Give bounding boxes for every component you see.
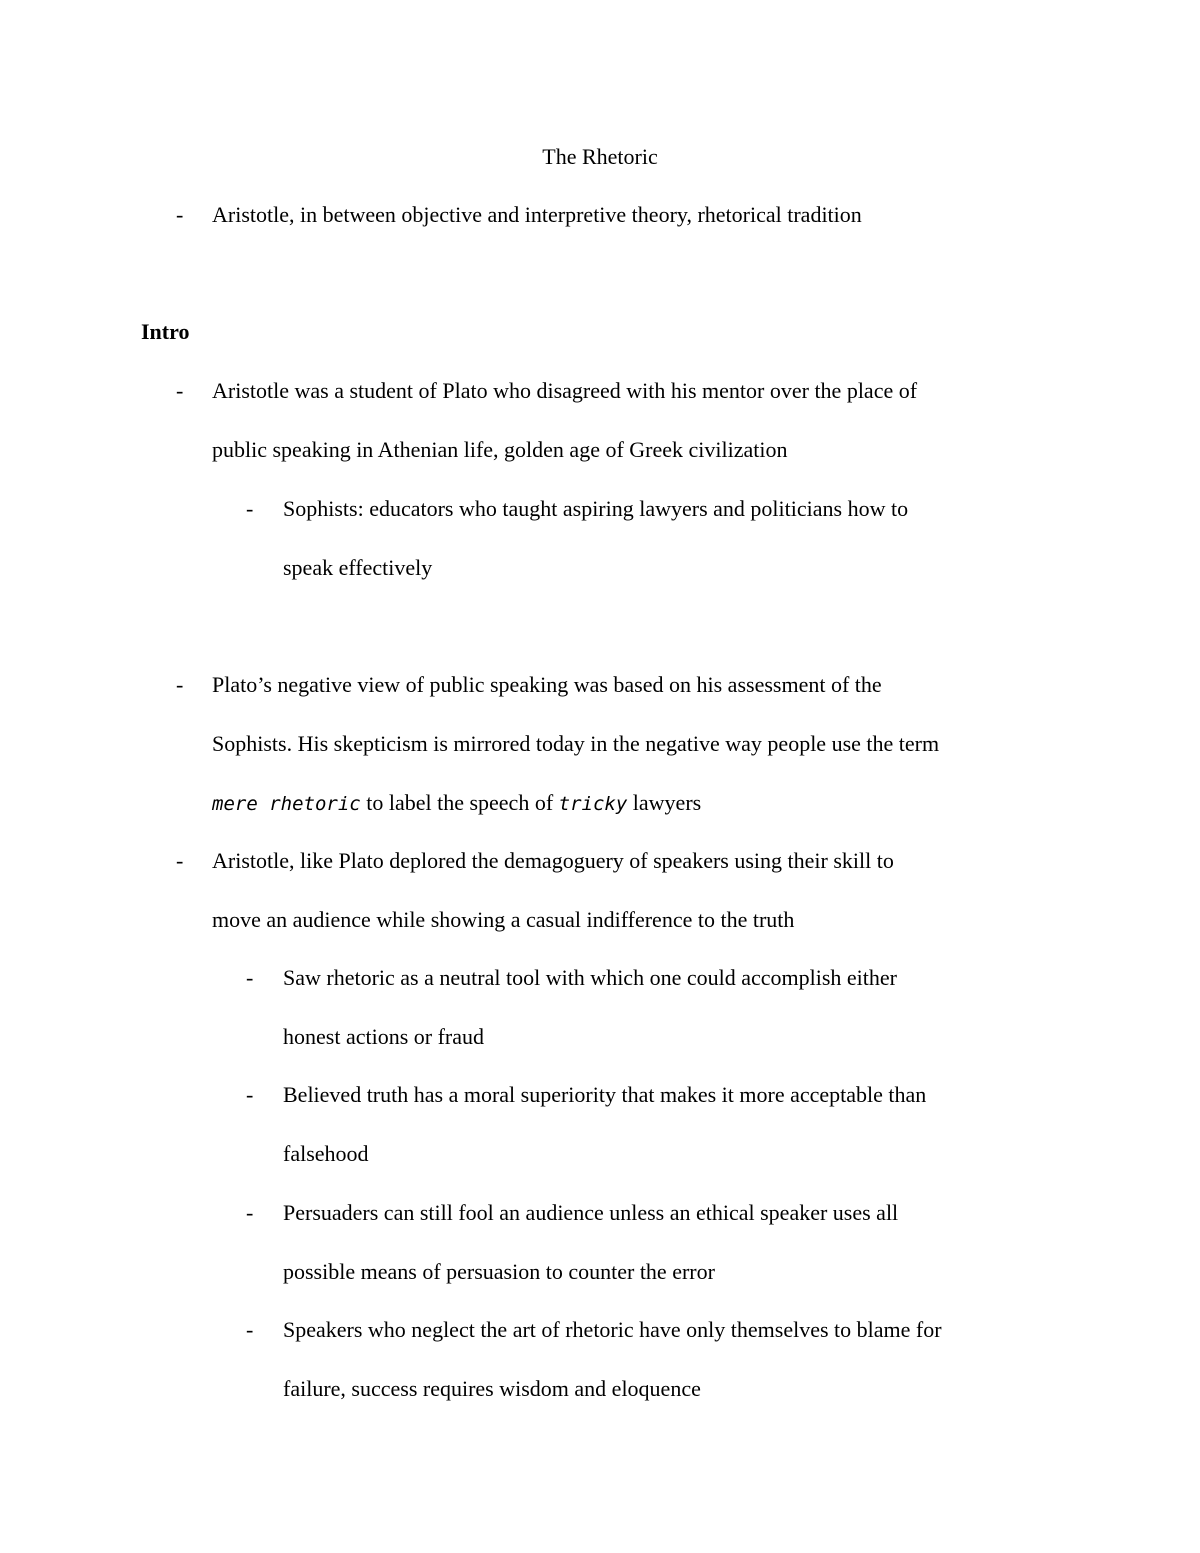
sub-bullet-4-line-1: Persuaders can still fool an audience unless an ethical speaker uses all: [283, 1200, 899, 1225]
sub-bullet-3-line-1: Believed truth has a moral superiority that makes it more acceptable than: [283, 1082, 927, 1107]
bullet-2-line-3-text-1: to label the speech of: [360, 790, 559, 815]
bullet-dash: -: [176, 202, 184, 227]
sub-bullet-2-line-1: Saw rhetoric as a neutral tool with which one could accomplish either: [283, 965, 897, 990]
sub-bullet-dash: -: [246, 1317, 254, 1342]
bullet-3-line-1: Aristotle, like Plato deplored the demagoguery of speakers using their skill to: [212, 848, 894, 873]
bullet-dash: -: [176, 378, 184, 403]
italic-term-mere-rhetoric: mere rhetoric: [212, 793, 361, 815]
bullet-1-line-1: Aristotle was a student of Plato who disagreed with his mentor over the place of: [212, 378, 918, 403]
section-heading: Intro: [141, 319, 190, 344]
italic-term-tricky: tricky: [558, 793, 628, 815]
sub-bullet-dash: -: [246, 496, 254, 521]
page-title: The Rhetoric: [542, 144, 658, 169]
sub-bullet-dash: -: [246, 1200, 254, 1225]
sub-bullet-dash: -: [246, 965, 254, 990]
bullet-3-line-2: move an audience while showing a casual indifference to the truth: [212, 907, 795, 932]
top-bullet-text: Aristotle, in between objective and interpretive theory, rhetorical tradition: [212, 202, 862, 227]
sub-bullet-3-line-2: falsehood: [283, 1141, 369, 1166]
sub-bullet-1-line-1: Sophists: educators who taught aspiring lawyers and politicians how to: [283, 496, 909, 521]
sub-bullet-5-line-1: Speakers who neglect the art of rhetoric have only themselves to blame for: [283, 1317, 942, 1342]
sub-bullet-2-line-2: honest actions or fraud: [283, 1024, 484, 1049]
bullet-dash: -: [176, 672, 184, 697]
sub-bullet-1-line-2: speak effectively: [283, 555, 433, 580]
sub-bullet-5-line-2: failure, success requires wisdom and eloquence: [283, 1376, 701, 1401]
bullet-2-line-3: [212, 788, 701, 818]
bullet-2-line-1: Plato’s negative view of public speaking was based on his assessment of the: [212, 672, 882, 697]
bullet-dash: -: [176, 848, 184, 873]
bullet-2-line-2: Sophists. His skepticism is mirrored today in the negative way people use the term: [212, 731, 940, 756]
sub-bullet-4-line-2: possible means of persuasion to counter the error: [283, 1259, 715, 1284]
sub-bullet-dash: -: [246, 1082, 254, 1107]
bullet-2-line-3-text-2: lawyers: [627, 790, 702, 815]
bullet-1-line-2: public speaking in Athenian life, golden age of Greek civilization: [212, 437, 788, 462]
